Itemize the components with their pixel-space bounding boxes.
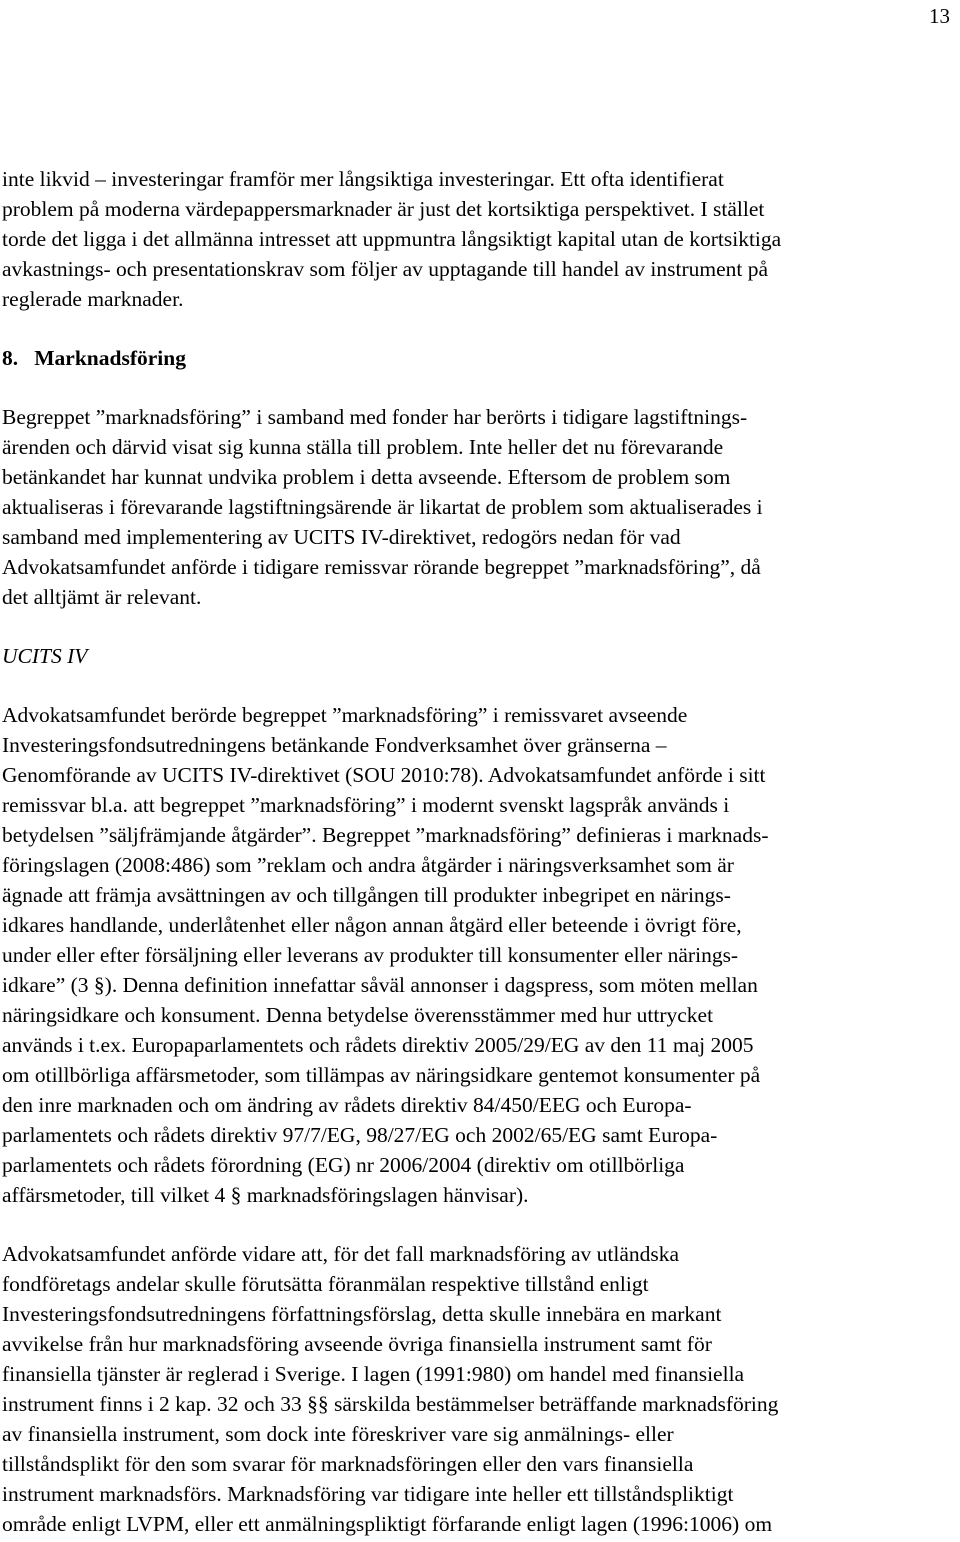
text-line: tillståndsplikt för den som svarar för marknadsföringen eller den vars finansiella [2, 1452, 694, 1476]
text-line: instrument marknadsförs. Marknadsföring var tidigare inte heller ett tillståndspliktigt [2, 1482, 734, 1506]
text-line: parlamentets och rådets förordning (EG) nr 2006/2004 (direktiv om otillbörliga [2, 1153, 685, 1177]
text-line: torde det ligga i det allmänna intresset att uppmuntra långsiktigt kapital utan de kortsiktiga [2, 227, 782, 251]
text-line: Investeringsfondsutredningens författningsförslag, detta skulle innebära en markant [2, 1302, 722, 1326]
text-line: Genomförande av UCITS IV-direktivet (SOU 2010:78). Advokatsamfundet anförde i sitt [2, 763, 766, 787]
text-line: instrument finns i 2 kap. 32 och 33 §§ särskilda bestämmelser beträffande marknadsföring [2, 1392, 779, 1416]
paragraph-ucits [2, 700, 952, 1210]
text-line: Investeringsfondsutredningens betänkande Fondverksamhet över gränserna – [2, 733, 667, 757]
text-line: remissvar bl.a. att begreppet ”marknadsföring” i modernt svenskt lagspråk används i [2, 793, 730, 817]
section-heading: 8. Marknadsföring [2, 346, 186, 370]
text-line: problem på moderna värdepappersmarknader är just det kortsiktiga perspektivet. I stället [2, 197, 765, 221]
paragraph-intro [2, 164, 952, 314]
text-line: Advokatsamfundet berörde begreppet ”marknadsföring” i remissvaret avseende [2, 703, 688, 727]
text-line: används i t.ex. Europaparlamentets och rådets direktiv 2005/29/EG av den 11 maj 2005 [2, 1033, 754, 1057]
text-line: affärsmetoder, till vilket 4 § marknadsföringslagen hänvisar). [2, 1183, 529, 1207]
subsection-heading: UCITS IV [2, 644, 88, 668]
paragraph-utlandska-fondforetag [2, 1239, 952, 1539]
text-line: idkare” (3 §). Denna definition innefattar såväl annonser i dagspress, som möten mellan [2, 973, 758, 997]
text-line: Begreppet ”marknadsföring” i samband med fonder har berörts i tidigare lagstiftnings- [2, 405, 748, 429]
text-line: ägnade att främja avsättningen av och tillgången till produkter inbegripet en närings- [2, 883, 731, 907]
text-line: inte likvid – investeringar framför mer långsiktiga investeringar. Ett ofta identifierat [2, 167, 724, 191]
text-line: den inre marknaden och om ändring av rådets direktiv 84/450/EEG och Europa- [2, 1093, 692, 1117]
text-line: Advokatsamfundet anförde vidare att, för det fall marknadsföring av utländska [2, 1242, 680, 1266]
text-line: område enligt LVPM, eller ett anmälningspliktigt förfarande enligt lagen (1996:1006) om [2, 1512, 773, 1536]
text-line: finansiella tjänster är reglerad i Sverige. I lagen (1991:980) om handel med finansiella [2, 1362, 745, 1386]
text-line: avvikelse från hur marknadsföring avseende övriga finansiella instrument samt för [2, 1332, 712, 1356]
text-line: parlamentets och rådets direktiv 97/7/EG, 98/27/EG och 2002/65/EG samt Europa- [2, 1123, 718, 1147]
text-line: idkares handlande, underlåtenhet eller någon annan åtgärd eller beteende i övrigt före, [2, 913, 742, 937]
text-line: betänkandet har kunnat undvika problem i detta avseende. Eftersom de problem som [2, 465, 731, 489]
text-line: fondföretags andelar skulle förutsätta föranmälan respektive tillstånd enligt [2, 1272, 649, 1296]
paragraph-marknadsforing [2, 402, 952, 612]
text-line: under eller efter försäljning eller leverans av produkter till konsumenter eller närings- [2, 943, 739, 967]
text-line: ärenden och därvid visat sig kunna ställa till problem. Inte heller det nu förevarande [2, 435, 724, 459]
text-line: samband med implementering av UCITS IV-direktivet, redogörs nedan för vad [2, 525, 681, 549]
text-line: näringsidkare och konsument. Denna betydelse överensstämmer med hur uttrycket [2, 1003, 714, 1027]
text-line: om otillbörliga affärsmetoder, som tillämpas av näringsidkare gentemot konsumenter på [2, 1063, 761, 1087]
page-number: 13 [929, 4, 950, 28]
text-line: det alltjämt är relevant. [2, 585, 202, 609]
text-line: betydelsen ”säljfrämjande åtgärder”. Begreppet ”marknadsföring” definieras i marknads- [2, 823, 769, 847]
text-line: av finansiella instrument, som dock inte föreskriver vare sig anmälnings- eller [2, 1422, 674, 1446]
text-line: föringslagen (2008:486) som ”reklam och andra åtgärder i näringsverksamhet som är [2, 853, 734, 877]
document-body [2, 164, 952, 1539]
text-line: aktualiseras i förevarande lagstiftningsärende är likartat de problem som aktualiserades i [2, 495, 763, 519]
text-line: reglerade marknader. [2, 287, 184, 311]
text-line: avkastnings- och presentationskrav som följer av upptagande till handel av instrument på [2, 257, 769, 281]
text-line: Advokatsamfundet anförde i tidigare remissvar rörande begreppet ”marknadsföring”, då [2, 555, 761, 579]
